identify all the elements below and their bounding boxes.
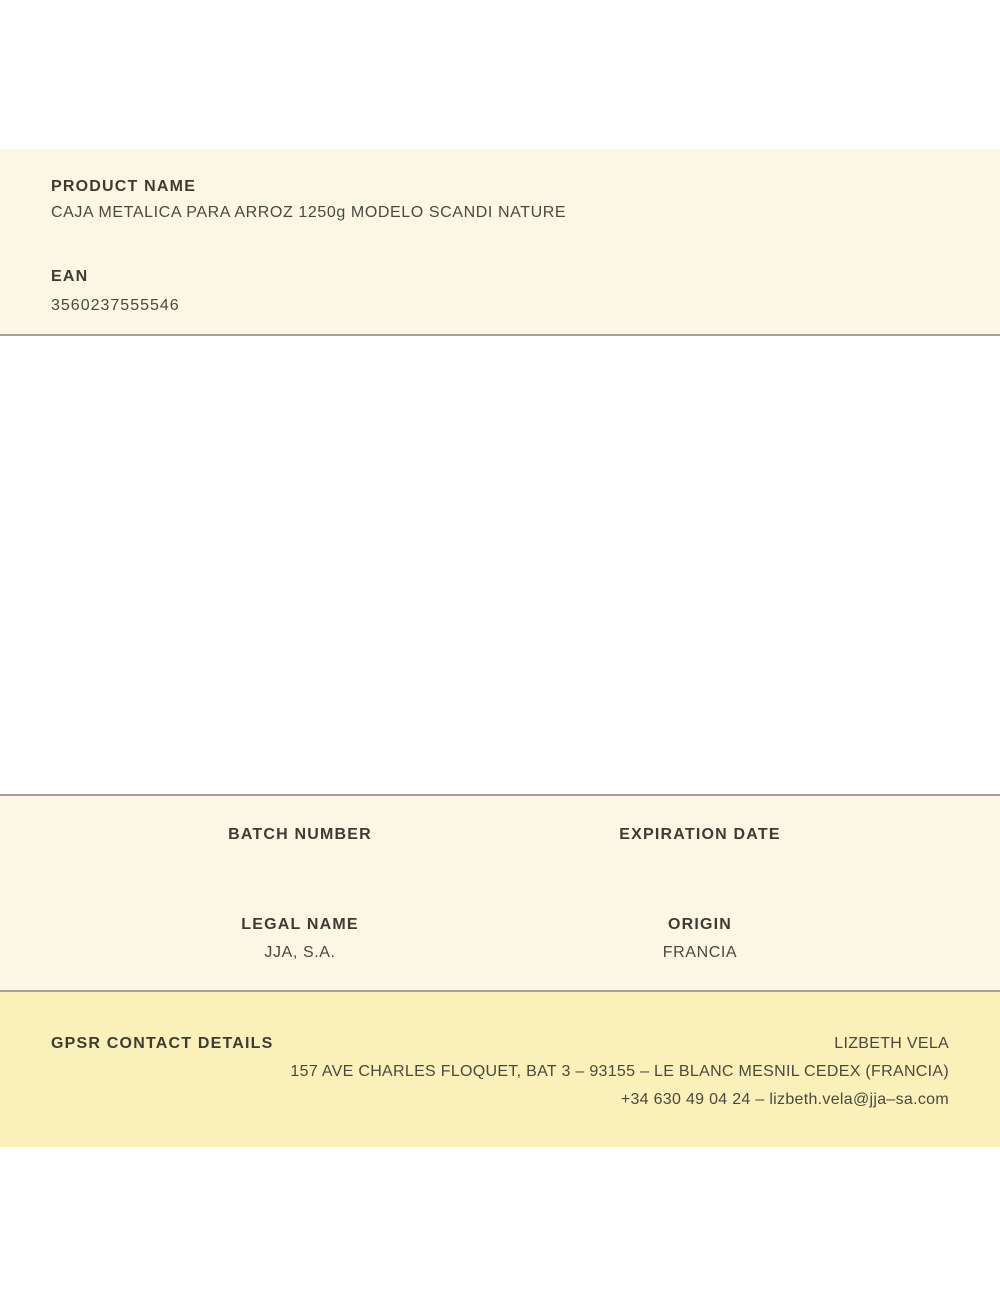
ean-label: EAN — [51, 268, 89, 285]
legal-name-value: JJA, S.A. — [264, 944, 336, 961]
legal-name-label: LEGAL NAME — [241, 916, 359, 933]
product-info-section — [0, 149, 1000, 336]
expiration-date-label: EXPIRATION DATE — [619, 826, 781, 843]
ean-value: 3560237555546 — [51, 297, 180, 314]
batch-number-cell — [100, 825, 500, 845]
traceability-row-1 — [100, 825, 900, 845]
traceability-row-2 — [100, 915, 900, 963]
batch-number-label: BATCH NUMBER — [228, 826, 372, 843]
gpsr-contact-section — [0, 992, 1000, 1147]
gpsr-contact-name: LIZBETH VELA — [834, 1035, 949, 1052]
product-name-value: CAJA METALICA PARA ARROZ 1250g MODELO SCANDI NATURE — [51, 204, 567, 221]
origin-cell — [500, 915, 900, 963]
gpsr-contact-address: 157 AVE CHARLES FLOQUET, BAT 3 – 93155 – LE BLANC MESNIL CEDEX (FRANCIA) — [290, 1063, 949, 1080]
traceability-section — [0, 794, 1000, 992]
origin-label: ORIGIN — [667, 916, 733, 933]
expiration-date-cell — [500, 825, 900, 845]
origin-value: FRANCIA — [662, 944, 738, 961]
legal-name-cell — [100, 915, 500, 963]
gpsr-contact-block — [286, 1034, 949, 1110]
product-name-label: PRODUCT NAME — [51, 178, 197, 195]
gpsr-contact-phone-email: +34 630 49 04 24 – lizbeth.vela@jja–sa.com — [620, 1091, 949, 1108]
gpsr-contact-title: GPSR CONTACT DETAILS — [51, 1035, 274, 1052]
